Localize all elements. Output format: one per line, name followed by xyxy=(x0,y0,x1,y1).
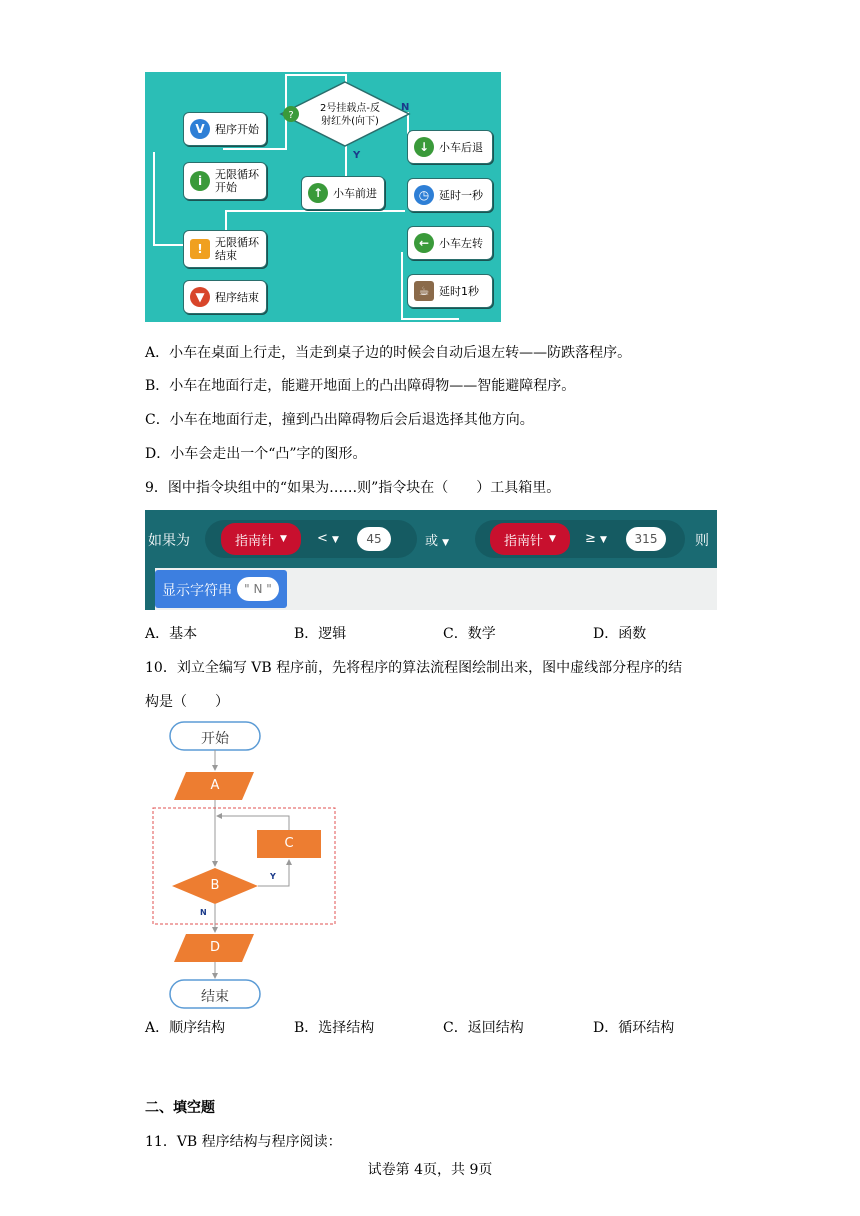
arrow-left-icon: ← xyxy=(414,233,434,253)
sensor-dropdown-2[interactable] xyxy=(490,523,570,555)
blockly-if-block xyxy=(145,510,717,610)
q10-option-c: C．返回结构 xyxy=(443,1020,524,1036)
if-label: 如果为 xyxy=(148,533,190,549)
loop-end-block xyxy=(183,230,267,268)
info-icon: i xyxy=(190,171,210,191)
loop-start-label: 无限循环 开始 xyxy=(215,168,259,194)
if-block-left-rail xyxy=(145,568,155,610)
q10-stem-line2: 构是（ ） xyxy=(145,694,229,710)
q9-option-c: C．数学 xyxy=(443,626,496,642)
flow2-a-label: A xyxy=(210,778,220,793)
sensor-2-label: 指南针 xyxy=(504,533,544,549)
q8-option-d: D．小车会走出一个“凸”字的图形。 xyxy=(145,446,367,462)
flow2-n-label: N xyxy=(200,908,207,917)
op-dropdown-2[interactable] xyxy=(585,531,607,546)
show-string-input[interactable]: " N " xyxy=(237,577,279,601)
then-label: 则 xyxy=(695,533,709,549)
left-block xyxy=(407,226,493,260)
section-heading: 二、填空题 xyxy=(145,1100,215,1116)
q10-stem-line1: 10．刘立全编写 VB 程序前，先将程序的算法流程图绘制出来，图中虚线部分程序的结 xyxy=(145,660,683,676)
loop-end-label: 无限循环 结束 xyxy=(215,236,259,262)
or-dropdown[interactable] xyxy=(425,530,449,549)
start-icon: V xyxy=(190,119,210,139)
q10-option-a: A．顺序结构 xyxy=(145,1020,226,1036)
flow2-c-label: C xyxy=(284,836,294,851)
delay1-block xyxy=(407,178,493,212)
value-input-1[interactable]: 45 xyxy=(357,527,391,551)
end-icon: ▼ xyxy=(190,287,210,307)
q10-option-d: D．循环结构 xyxy=(593,1020,675,1036)
back-label: 小车后退 xyxy=(439,140,483,154)
flow2-end-label: 结束 xyxy=(201,989,229,1005)
start-label: 程序开始 xyxy=(215,122,259,136)
dropdown-arrow-icon: ▼ xyxy=(332,535,339,545)
flowchart-figure-2 xyxy=(150,718,350,1013)
end-block xyxy=(183,280,267,314)
branch-n-label: N xyxy=(401,102,410,113)
sensor-dropdown-1[interactable] xyxy=(221,523,301,555)
loop-start-block xyxy=(183,162,267,200)
value-input-2[interactable]: 315 xyxy=(626,527,666,551)
op-2-label: ≥ xyxy=(585,531,596,546)
or-label: 或 xyxy=(425,534,439,549)
flow2-y-label: Y xyxy=(270,872,276,881)
sensor-1-label: 指南针 xyxy=(235,533,275,549)
q9-option-b: B．逻辑 xyxy=(294,626,347,642)
flowchart-2-svg xyxy=(150,718,350,1013)
start-block xyxy=(183,112,267,146)
q10-option-b: B．选择结构 xyxy=(294,1020,375,1036)
show-string-label: 显示字符串 xyxy=(162,583,232,599)
dropdown-arrow-icon: ▼ xyxy=(549,534,556,544)
cup-icon: ☕ xyxy=(414,281,434,301)
q9-stem: 9．图中指令块组中的“如果为……则”指令块在（ ）工具箱里。 xyxy=(145,480,561,496)
dropdown-arrow-icon: ▼ xyxy=(600,535,607,545)
op-dropdown-1[interactable] xyxy=(317,531,339,546)
delay2-block xyxy=(407,274,493,308)
q8-option-c: C．小车在地面行走，撞到凸出障碍物后会后退选择其他方向。 xyxy=(145,412,534,428)
dropdown-arrow-icon: ▼ xyxy=(280,534,287,544)
q11-stem: 11．VB 程序结构与程序阅读： xyxy=(145,1134,342,1150)
end-label: 程序结束 xyxy=(215,290,259,304)
warning-icon: ! xyxy=(190,239,210,259)
svg-text:?: ? xyxy=(288,110,294,121)
forward-block xyxy=(301,176,385,210)
page-footer: 试卷第 4页，共 9页 xyxy=(367,1162,493,1178)
left-label: 小车左转 xyxy=(439,236,483,250)
condition-label: 2号挂载点-反 射红外(向下) xyxy=(320,103,380,127)
q9-option-a: A．基本 xyxy=(145,626,198,642)
q9-option-d: D．函数 xyxy=(593,626,647,642)
clock-icon: ◷ xyxy=(414,185,434,205)
arrow-up-icon: ↑ xyxy=(308,183,328,203)
flowchart-figure-1 xyxy=(145,72,501,322)
back-block xyxy=(407,130,493,164)
flow2-d-label: D xyxy=(209,940,220,955)
dashed-region xyxy=(153,808,335,924)
delay2-label: 延时1秒 xyxy=(439,284,479,298)
q8-option-a: A．小车在桌面上行走，当走到桌子边的时候会自动后退左转——防跌落程序。 xyxy=(145,345,632,361)
q8-option-b: B．小车在地面行走，能避开地面上的凸出障碍物——智能避障程序。 xyxy=(145,378,576,394)
dropdown-arrow-icon: ▼ xyxy=(442,538,450,548)
branch-y-label: Y xyxy=(353,150,361,161)
flow2-b-label: B xyxy=(210,878,220,893)
flow2-start-label: 开始 xyxy=(201,731,229,747)
delay1-label: 延时一秒 xyxy=(439,188,483,202)
arrow-down-icon: ↓ xyxy=(414,137,434,157)
op-1-label: < xyxy=(317,531,328,546)
forward-label: 小车前进 xyxy=(333,186,377,200)
